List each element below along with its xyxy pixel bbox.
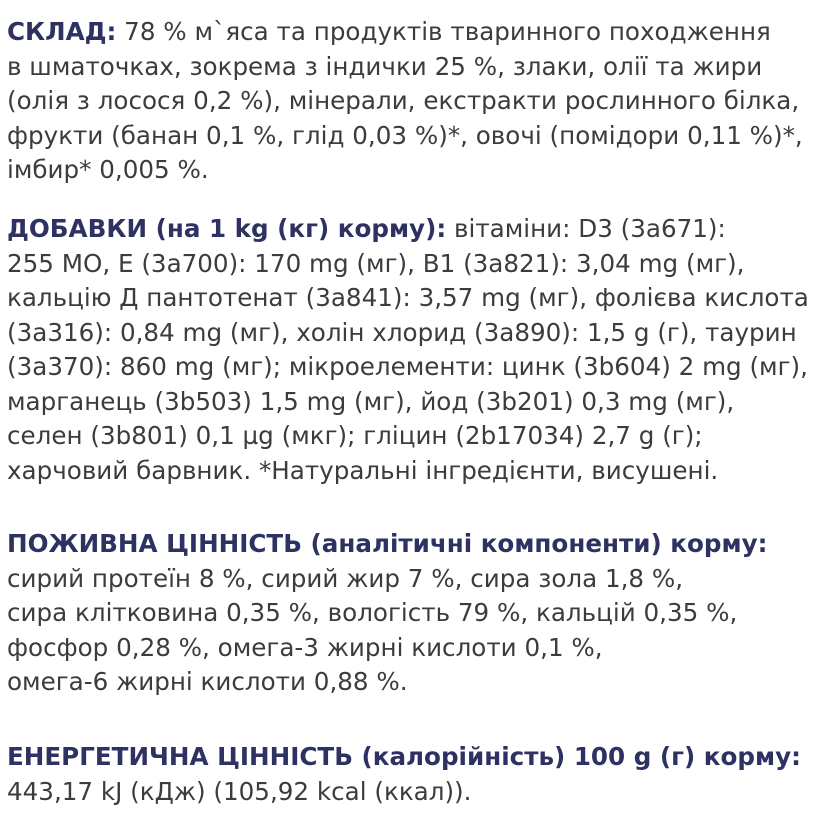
energy-line: 443,17 kJ (кДж) (105,92 kcal (ккал)). (7, 776, 472, 806)
composition-line: імбир* 0,005 %. (7, 155, 209, 184)
additives-line: харчовий барвник. *Натуральні інгредієнти, висушені. (7, 455, 719, 485)
additives-line: селен (3b801) 0,1 µg (мкг); гліцин (2b17034) 2,7 g (г); (7, 421, 703, 450)
nutrition-heading: ПОЖИВНА ЦІННІСТЬ (аналітичні компоненти) корму: (7, 529, 768, 558)
composition-section (7, 15, 819, 188)
composition-text: 78 % м`яса та продуктів тваринного походження (116, 17, 771, 46)
additives-line-1 (7, 212, 819, 247)
nutrition-line: сирий протеїн 8 %, сирий жир 7 %, сира зола 1,8 %, (7, 563, 684, 593)
nutrition-line: омега-6 жирні кислоти 0,88 %. (7, 667, 408, 696)
energy-heading: ЕНЕРГЕТИЧНА ЦІННІСТЬ (калорійність) 100 g (г) корму: (7, 742, 801, 771)
composition-line: в шматочках, зокрема з індички 25 %, злаки, олії та жири (7, 51, 763, 81)
energy-section (7, 740, 819, 809)
additives-line: марганець (3b503) 1,5 mg (мг), йод (3b201) 0,3 mg (мг), (7, 386, 735, 416)
additives-line: (3a316): 0,84 mg (мг), холін хлорид (3a890): 1,5 g (г), таурин (7, 317, 797, 347)
additives-line: (3a370): 860 mg (мг); мікроелементи: цинк (3b604) 2 mg (мг), (7, 352, 808, 381)
additives-line: кальцію Д пантотенат (3a841): 3,57 mg (мг), фолієва кислота (7, 283, 809, 312)
composition-line: (олія з лосося 0,2 %), мінерали, екстракти рослинного білка, (7, 86, 800, 115)
additives-heading: ДОБАВКИ (на 1 kg (кг) корму): (7, 214, 447, 243)
additives-section (7, 212, 819, 488)
nutrition-section (7, 527, 819, 700)
additives-text: вітаміни: D3 (3a671): (446, 214, 726, 243)
composition-heading: СКЛАД: (7, 17, 117, 46)
additives-line: 255 МО, E (3a700): 170 mg (мг), B1 (3a821): 3,04 mg (мг), (7, 248, 745, 278)
nutrition-line: сира клітковина 0,35 %, вологість 79 %, кальцій 0,35 %, (7, 598, 738, 627)
composition-line-1 (7, 15, 819, 50)
nutrition-line: фосфор 0,28 %, омега-3 жирні кислоти 0,1 %, (7, 632, 603, 662)
composition-line: фрукти (банан 0,1 %, глід 0,03 %)*, овочі (помідори 0,11 %)*, (7, 120, 803, 150)
